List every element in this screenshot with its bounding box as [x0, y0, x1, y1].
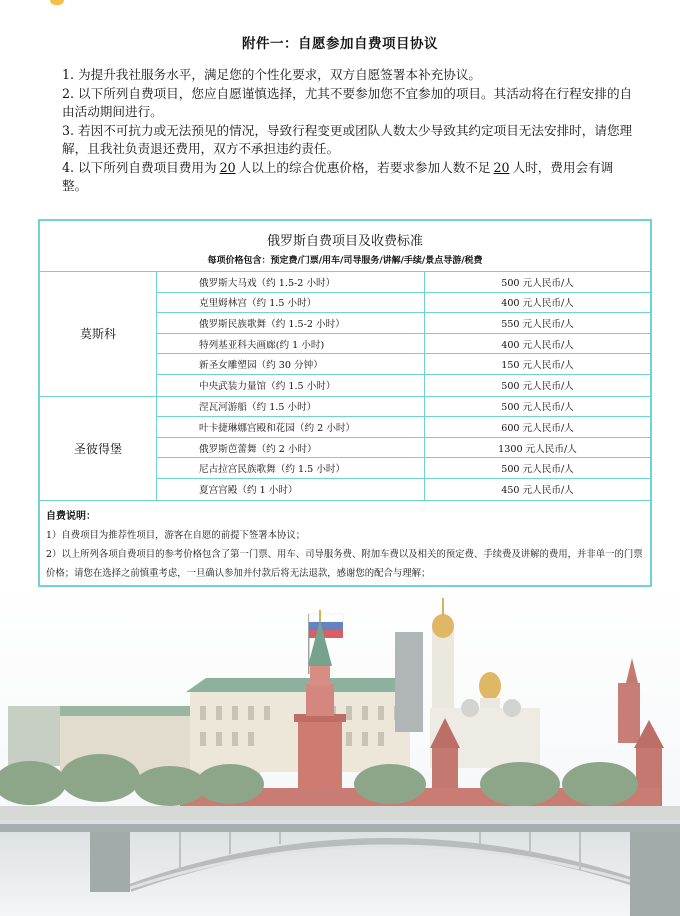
table-row	[157, 313, 650, 334]
item-price: 450 元人民币/人	[501, 485, 574, 497]
clause-4	[62, 159, 634, 196]
item-price: 150 元人民币/人	[501, 360, 574, 372]
city-cell: 圣彼得堡	[40, 397, 157, 500]
note-2: 2）以上所列各项自费项目的参考价格包含了第一门票、用车、司导服务费、附加车费以及相关的预定费、手续费及讲解的费用，并非单一的门票价格；请您在选择之前慎重考虑，一旦确认参加并付款后将无法退款，感谢您的配合与理解；	[46, 548, 643, 579]
item-name: 俄罗斯芭蕾舞（约 2 小时）	[157, 438, 425, 458]
item-price: 500 元人民币/人	[501, 381, 574, 393]
item-price: 400 元人民币/人	[501, 339, 574, 351]
item-name: 叶卡捷琳娜宫殿和花园（约 2 小时）	[157, 417, 425, 437]
city-group-moscow	[40, 272, 650, 397]
city-group-st-petersburg	[40, 397, 650, 501]
table-row	[157, 479, 650, 500]
clause-4-text-c: 人时，费用会有调整。	[62, 159, 614, 193]
item-price: 600 元人民币/人	[501, 422, 574, 434]
item-name: 克里姆林宫（约 1.5 小时）	[157, 293, 425, 313]
fee-table-header	[40, 221, 650, 272]
moscow-kremlin-illustration	[0, 588, 680, 916]
clause-1: 1. 为提升我社服务水平，满足您的个性化要求，双方自愿签署本补充协议。	[62, 67, 482, 82]
item-name: 俄罗斯民族歌舞（约 1.5-2 小时）	[157, 313, 425, 333]
item-name: 新圣女雕塑园（约 30 分钟）	[157, 354, 425, 374]
item-price: 500 元人民币/人	[501, 464, 574, 476]
item-name: 中央武装力量馆（约 1.5 小时）	[157, 375, 425, 396]
table-row	[157, 438, 650, 459]
city-cell: 莫斯科	[40, 272, 157, 396]
item-price: 500 元人民币/人	[501, 277, 574, 289]
fee-table-title: 俄罗斯自费项目及收费标准	[266, 234, 423, 249]
item-price: 400 元人民币/人	[501, 298, 574, 310]
table-row	[157, 354, 650, 375]
item-name: 特列基亚科夫画廊(约 1 小时)	[157, 334, 425, 354]
clause-2: 2. 以下所列自费项目，您应自愿谨慎选择，尤其不要参加您不宜参加的项目。其活动将在行程安排的自由活动期间进行。	[62, 85, 633, 119]
table-row	[157, 334, 650, 355]
table-row	[157, 397, 650, 418]
item-name: 俄罗斯大马戏（约 1.5-2 小时）	[157, 272, 425, 292]
table-row	[157, 293, 650, 314]
clause-4-text-a: 4. 以下所列自费项目费用为	[62, 159, 217, 175]
note-1: 1）自费项目为推荐性项目，游客在自愿的前提下签署本协议；	[46, 529, 306, 541]
item-price: 550 元人民币/人	[501, 318, 574, 330]
fee-table-body	[40, 272, 650, 501]
item-name: 尼古拉宫民族歌舞（约 1.5 小时）	[157, 458, 425, 478]
agreement-clauses	[62, 66, 634, 196]
item-name: 夏宫宫殿（约 1 小时）	[157, 479, 425, 500]
fee-table-subtitle: 每项价格包含：预定费/门票/用车/司导服务/讲解/手续/景点导游/税费	[207, 256, 483, 266]
fee-notes	[40, 501, 650, 583]
item-list	[157, 397, 650, 500]
item-price: 1300 元人民币/人	[498, 443, 577, 455]
table-row	[157, 375, 650, 396]
clause-3: 3. 若因不可抗力或无法预见的情况，导致行程变更或团队人数太少导致其约定项目无法安排时，请您理解，且我社负责退还费用，双方不承担违约责任。	[62, 122, 633, 156]
table-row	[157, 272, 650, 293]
clause-4-min-people: 20	[219, 159, 236, 175]
notes-title: 自费说明：	[46, 510, 96, 522]
fee-table	[38, 219, 652, 587]
item-list	[157, 272, 650, 396]
item-price: 500 元人民币/人	[501, 402, 574, 414]
logo-mark	[50, 0, 64, 5]
table-row	[157, 458, 650, 479]
table-row	[157, 417, 650, 438]
document-title: 附件一：自愿参加自费项目协议	[242, 36, 438, 52]
item-name: 涅瓦河游船（约 1.5 小时）	[157, 397, 425, 417]
clause-4-min-people-2: 20	[493, 159, 510, 175]
clause-4-text-b: 人以上的综合优惠价格，若要求参加人数不足	[238, 159, 491, 175]
